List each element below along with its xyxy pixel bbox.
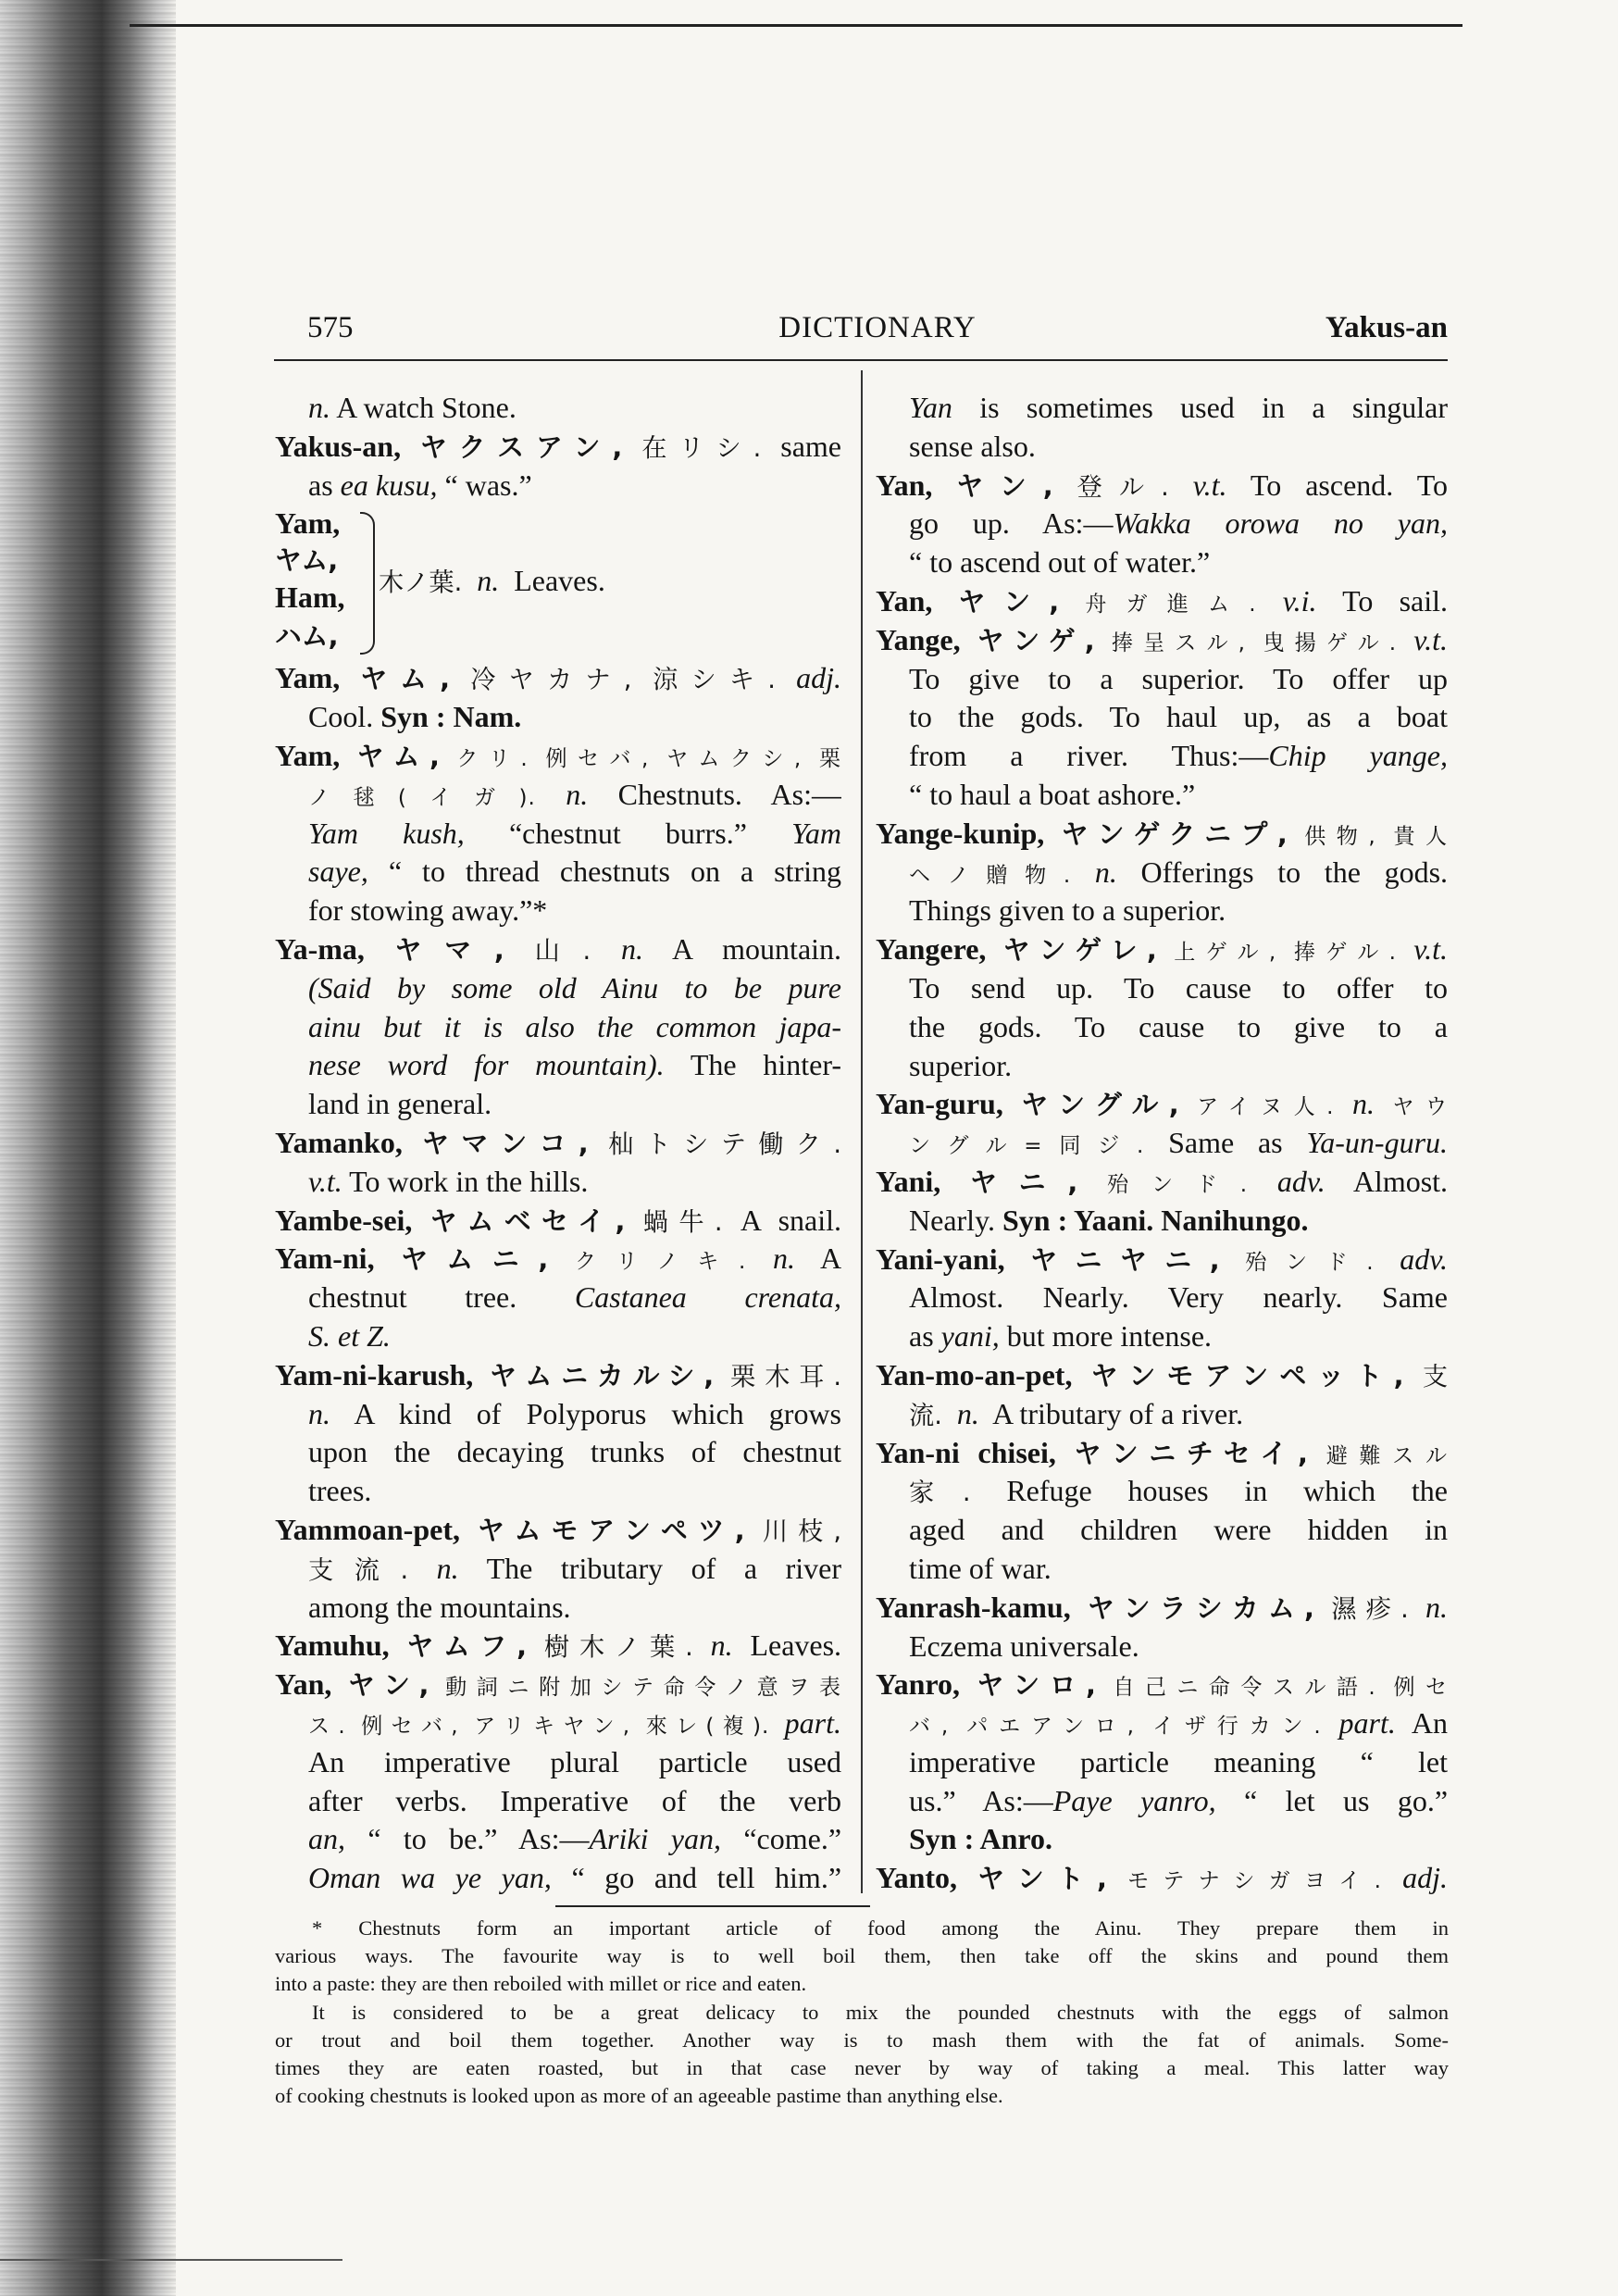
entry-line: Yani, ヤニ, 殆ンド. adv. Almost. [876,1164,1448,1198]
column-divider [861,370,863,1893]
entry-line: Yan, ヤン, 登ル. v.t. To ascend. To [876,468,1448,502]
entry-line: ノ毬(イガ). n. Chestnuts. As:— [308,777,841,811]
entry-line: as ea kusu, “ was.” [308,468,532,502]
left-column [275,389,841,1898]
entry-line: sense also. [909,429,1036,463]
entry-line: To give to a superior. To offer up [909,661,1448,695]
entry-line: Oman wa ye yan, “ go and tell him.” [308,1861,841,1895]
entry-line: time of war. [909,1551,1052,1585]
entry-line: land in general. [308,1087,492,1121]
entry-line: Yammoan-pet, ヤムモアンペツ, 川枝, [275,1512,841,1546]
entry-line: ヘノ贈物. n. Offerings to the gods. [909,855,1448,889]
entry-line: Yam, ヤム, クリ. 例セバ, ヤムクシ, 栗 [275,738,841,772]
entry-line: バ, パエアンロ, イザ行カン. part. An [909,1706,1448,1741]
entry-line: ングル=同ジ. Same as Ya-un-guru. [909,1126,1448,1160]
footnote-line: or trout and boil them together. Another way is to mash them with the fat of animals. Some- [275,2028,1449,2052]
scan-shadow-edge [0,0,176,2296]
entry-line: n. A kind of Polyporus which grows [308,1396,841,1430]
footnote-line: times they are eaten roasted, but in that case never by way of taking a meal. This latter way [275,2055,1449,2079]
entry-line: Yan-guru, ヤングル, アイヌ人. n. ヤウ [876,1087,1448,1121]
entry-line: Eczema universale. [909,1628,1139,1663]
entry-line: To send up. To cause to offer to [909,970,1448,1004]
headword: Ham, [275,580,345,615]
entry-line: superior. [909,1048,1013,1082]
entry-line: Almost. Nearly. Very nearly. Same [909,1280,1448,1315]
entry-line: Yakus-an, ヤクスアン, 在リシ. same [275,429,841,463]
right-column [876,389,1448,1898]
entry-line: aged and children were hidden in [909,1513,1448,1547]
entry-line: us.” As:—Paye yanro, “ let us go.” [909,1783,1448,1817]
entry-line: chestnut tree. Castanea crenata, [308,1280,841,1315]
entry-line: 家. Refuge houses in which the [909,1474,1448,1508]
entry-line: 支流. n. The tributary of a river [308,1551,841,1585]
entry-line: S. et Z. [308,1318,391,1353]
entry-line: Ya-ma, ヤマ, 山. n. A mountain. [275,931,841,966]
entry-line: Yan is sometimes used in a singular [909,391,1448,424]
entry-line: Cool. Syn : Nam. [308,700,522,734]
page-number: 575 [307,311,354,344]
top-page-rule [130,24,1462,27]
entry-line: Nearly. Syn : Yaani. Nanihungo. [909,1203,1309,1237]
entry-line: Yangere, ヤンゲレ, 上ゲル, 捧ゲル. v.t. [876,932,1448,967]
entry-line: imperative particle meaning “ let [909,1744,1448,1778]
running-title: DICTIONARY [778,311,977,344]
running-header [307,311,1448,354]
entry-line: among the mountains. [308,1590,571,1624]
footnote-line: various ways. The favourite way is to well boil them, then take off the skins and pound them [275,1944,1449,1968]
entry-line: Yani-yani, ヤニヤニ, 殆ンド. adv. [876,1242,1448,1276]
entry-line: go up. As:—Wakka orowa no yan, [909,506,1448,541]
entry-line: an, “ to be.” As:—Ariki yan, “come.” [308,1822,841,1856]
entry-line: ainu but it is also the common japa- [308,1009,841,1043]
entry-line: Yanro, ヤンロ, 自己ニ命令スル語. 例セ [876,1667,1448,1702]
entry-line: Syn : Anro. [909,1822,1053,1856]
entry-line: as yani, but more intense. [909,1319,1213,1354]
entry-line: Yambe-sei, ヤムベセイ, 蝸牛. A snail. [275,1203,841,1237]
entry-line: upon the decaying trunks of chestnut [308,1435,841,1469]
footnote-line: * Chestnuts form an important article of food among the Ainu. They prepare them in [312,1916,1449,1940]
entry-line: to the gods. To haul up, as a boat [909,700,1448,734]
group-gloss: 木ノ葉. n. Leaves. [379,564,605,598]
entry-line: Yam kush, “chestnut burrs.” Yam [308,816,841,850]
footnote-rule [555,1905,870,1907]
entry-line: Yam, ヤム, 冷ヤカナ, 涼シキ. adj. [275,661,841,695]
entry-line: nese word for mountain). The hinter- [308,1048,841,1082]
footnote-line: It is considered to be a great delicacy to mix the pounded chestnuts with the eggs of salmon [312,2000,1449,2024]
entry-line: Yamanko, ヤマンコ, 杣トシテ働ク. [275,1125,841,1159]
entry-line: Yan-mo-an-pet, ヤンモアンペット, 支 [876,1357,1448,1391]
entry-line: Yan, ヤン, 舟ガ進ム. v.i. To sail. [876,583,1448,618]
entry-line: Yan, ヤン, 動詞ニ附加シテ命令ノ意ヲ表 [275,1667,841,1702]
entry-line: ス. 例セバ, アリキヤン, 來レ(複). part. [308,1705,841,1740]
footnote [275,1915,1449,2110]
entry-line: trees. [308,1474,372,1508]
entry-group-yam-ham [275,505,841,659]
entry-line: Yanrash-kamu, ヤンラシカム, 濕疹. n. [876,1590,1448,1624]
entry-line: Yam-ni-karush, ヤムニカルシ, 栗木耳. [275,1357,841,1391]
entry-line: Yam-ni, ヤムニ, クリノキ. n. A [275,1242,841,1276]
entry-line: Yan-ni chisei, ヤンニチセイ, 避難スル [876,1435,1448,1469]
entry-line: “ to haul a boat ashore.” [909,777,1196,811]
entry-line: from a river. Thus:—Chip yange, [909,739,1448,773]
entry-line: n. A watch Stone. [308,391,517,424]
entry-line: “ to ascend out of water.” [909,545,1211,580]
entry-line: 流. n. A tributary of a river. [909,1396,1244,1430]
entry-line: Yanto, ヤント, モテナシガヨイ. adj. [876,1861,1448,1895]
bottom-page-rule [0,2259,342,2261]
footnote-line: into a paste: they are then reboiled with millet or rice and eaten. [275,1972,807,1996]
entry-line: An imperative plural particle used [308,1744,841,1778]
grouping-brace [360,512,375,655]
entry-line: Yange, ヤンゲ, 捧呈スル, 曳揚ゲル. v.t. [876,622,1448,656]
entry-line: Yange-kunip, ヤンゲクニプ, 供物, 貴人 [876,816,1448,850]
headword: Yam, [275,506,341,541]
entry-line: Things given to a superior. [909,893,1226,928]
entry-line: Yamuhu, ヤムフ, 樹木ノ葉. n. Leaves. [275,1628,841,1663]
headword-kana: ハム, [275,620,339,653]
guide-word: Yakus-an [1325,311,1448,344]
entry-line: (Said by some old Ainu to be pure [308,970,841,1004]
footnote-line: of cooking chestnuts is looked upon as more of an ageeable pastime than anything else. [275,2084,1003,2108]
header-rule [274,359,1448,361]
entry-line: v.t. To work in the hills. [308,1164,589,1198]
entry-line: after verbs. Imperative of the verb [308,1783,841,1817]
entry-line: saye, “ to thread chestnuts on a string [308,855,841,889]
entry-line: for stowing away.”* [308,893,548,928]
entry-line: the gods. To cause to give to a [909,1009,1448,1043]
headword-kana: ヤム, [275,544,339,577]
